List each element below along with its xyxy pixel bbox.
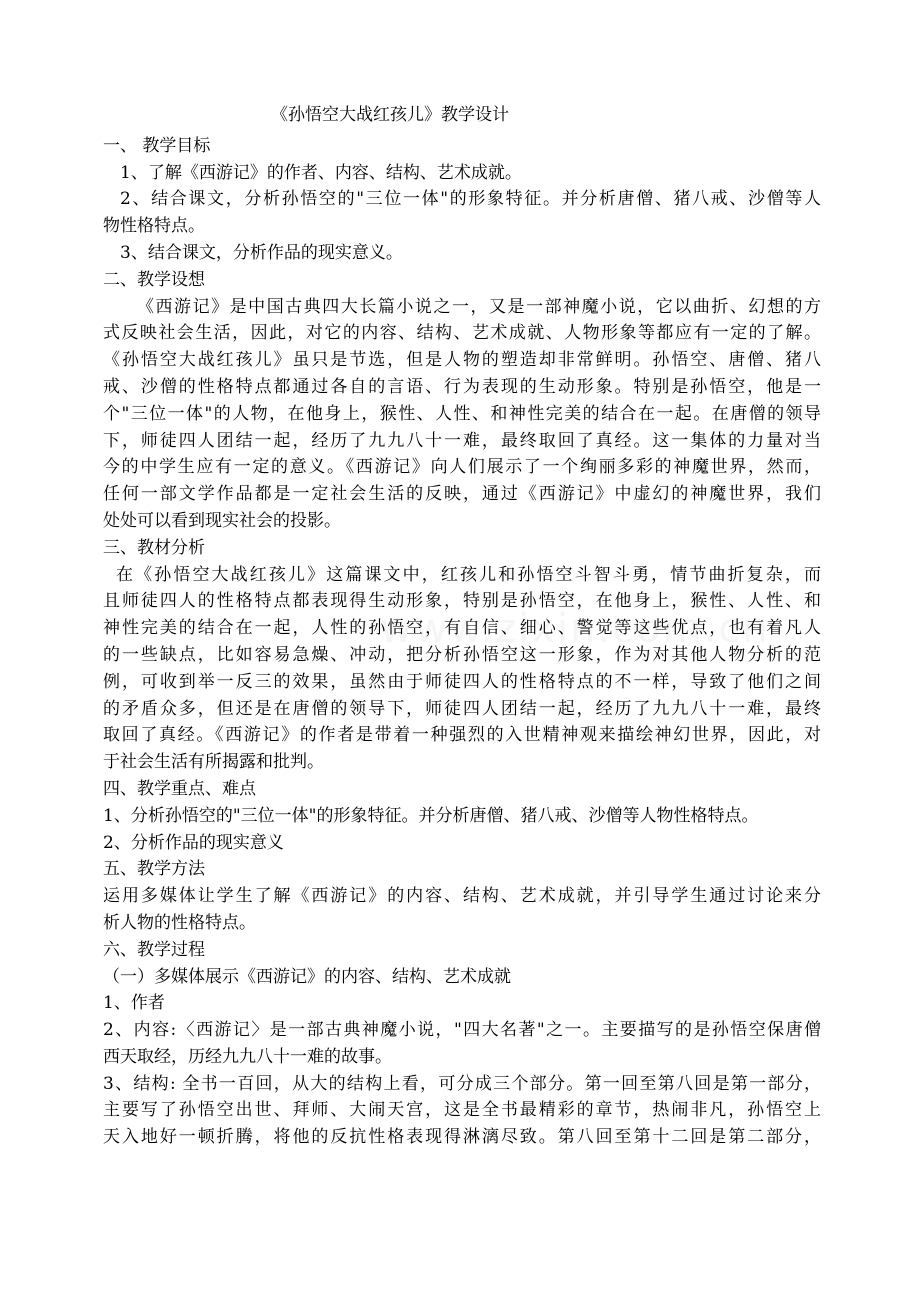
text-line: 《孙悟空大战红孩儿》虽只是节选，但是人物的塑造却非常鲜明。孙悟空、唐僧、猪八 [103,350,821,371]
text-line: 2、分析作品的现实意义 [103,832,284,853]
text-line: 2、内容:〈西游记〉是一部古典神魔小说，"四大名著"之一。主要描写的是孙悟空保唐僧 [103,1020,821,1041]
text-line: 3、结合课文，分析作品的现实意义。 [120,242,403,263]
document-page [103,102,821,1151]
text-line: 一、 教学目标 [103,135,211,156]
text-line: 式反映社会生活，因此，对它的内容、结构、艺术成就、人物形象等都应有一定的了解。 [103,323,821,344]
text-line: 2、结合课文，分析孙悟空的"三位一体"的形象特征。并分析唐僧、猪八戒、沙僧等人 [120,189,821,210]
text-line: 个"三位一体"的人物，在他身上，猴性、人性、和神性完美的结合在一起。在唐僧的领导 [103,403,821,424]
text-line: 在《孙悟空大战红孩儿》这篇课文中，红孩儿和孙悟空斗智斗勇，情节曲折复杂，而 [116,564,821,585]
text-line: 西天取经，历经九九八十一难的故事。 [103,1046,392,1067]
text-line: 三、教材分析 [103,537,205,558]
text-line: 《西游记》是中国古典四大长篇小说之一，又是一部神魔小说，它以曲折、幻想的方 [137,296,821,317]
text-line: 于社会生活有所揭露和批判。 [103,752,324,773]
text-line: （一）多媒体展示《西游记》的内容、结构、艺术成就 [103,966,511,987]
text-line: 1、了解《西游记》的作者、内容、结构、艺术成就。 [120,162,522,183]
text-line: 物性格特点。 [103,216,205,237]
text-line: 例，可收到举一反三的效果，虽然由于师徒四人的性格特点的不一样，导致了他们之间 [103,671,821,692]
text-line: 运用多媒体让学生了解《西游记》的内容、结构、艺术成就，并引导学生通过讨论来分 [103,886,821,907]
document-body [103,133,821,1151]
text-line: 任何一部文学作品都是一定社会生活的反映，通过《西游记》中虚幻的神魔世界，我们 [103,484,821,505]
text-line: 的一些缺点，比如容易急燥、冲动，把分析孙悟空这一形象，作为对其他人物分析的范 [103,644,821,665]
text-line: 取回了真经。《西游记》的作者是带着一种强烈的入世精神观来描绘神幻世界，因此，对 [103,725,821,746]
text-line: 四、教学重点、难点 [103,778,256,799]
text-line: 的矛盾众多，但还是在唐僧的领导下，师徒四人团结一起，经历了九九八十一难，最终 [103,698,821,719]
text-line: 今的中学生应有一定的意义。《西游记》向人们展示了一个绚丽多彩的神魔世界，然而， [103,457,821,478]
text-line: 天入地好一顿折腾，将他的反抗性格表现得淋漓尽致。第八回至第十二回是第二部分， [103,1127,821,1148]
text-line: 二、教学设想 [103,269,205,290]
text-line: 3、结构: 全书一百回，从大的结构上看，可分成三个部分。第一回至第八回是第一部分， [103,1073,821,1094]
text-line: 五、教学方法 [103,859,205,880]
text-line: 六、教学过程 [103,939,205,960]
text-line: 下，师徒四人团结一起，经历了九九八十一难，最终取回了真经。这一集体的力量对当 [103,430,821,451]
text-line: 1、分析孙悟空的"三位一体"的形象特征。并分析唐僧、猪八戒、沙僧等人物性格特点。 [103,805,759,826]
text-line: 且师徒四人的性格特点都表现得生动形象，特别是孙悟空，在他身上，猴性、人性、和 [103,591,821,612]
text-line: 主要写了孙悟空出世、拜师、大闹天宫，这是全书最精彩的章节，热闹非凡，孙悟空上 [103,1100,821,1121]
text-line: 戒、沙僧的性格特点都通过各自的言语、行为表现的生动形象。特别是孙悟空，他是一 [103,376,821,397]
text-line: 处处可以看到现实社会的投影。 [103,510,341,531]
text-line: 析人物的性格特点。 [103,912,256,933]
document-title: 《孙悟空大战红孩儿》教学设计 [271,105,509,125]
text-line: 1、作者 [103,993,165,1014]
text-line: 神性完美的结合在一起，人性的孙悟空，有自信、细心、警觉等这些优点，也有着凡人 [103,618,821,639]
